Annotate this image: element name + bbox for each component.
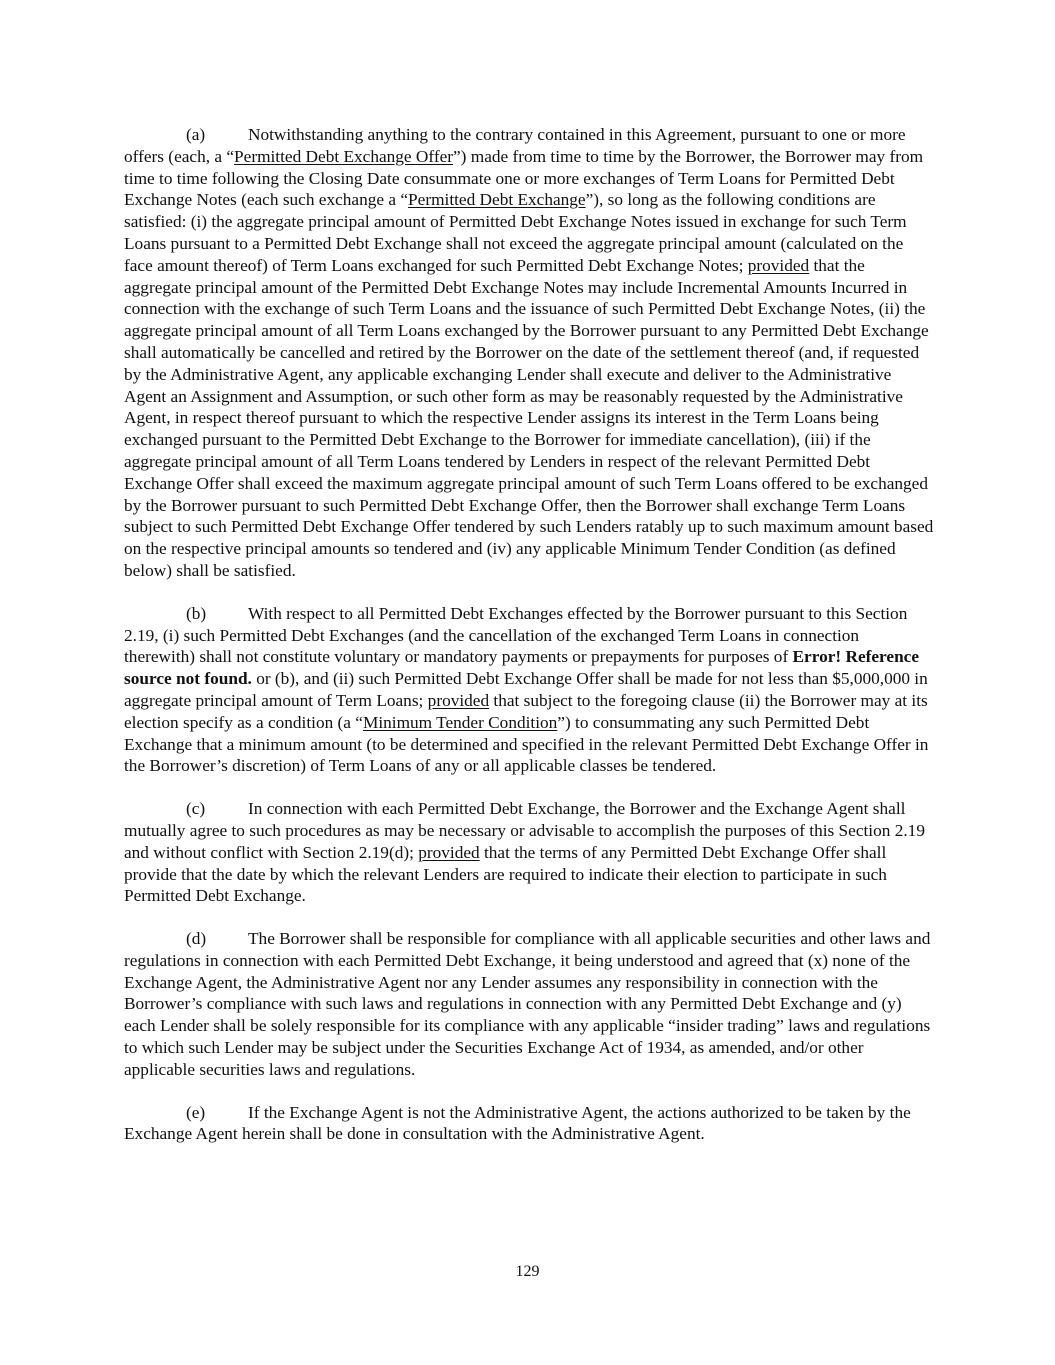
paragraph-text: ”), so long as the following conditions are satisfied: (i) the aggregate principal amount of Permitted Debt Exchange Notes issued in exchange for such Term Loans pursuant to a Permitted Debt Exchange shall not exceed the aggregate principal amount (calculated on the face amount thereof) of Term Loans exchanged for such Permitted Debt Exchange Notes;: [124, 190, 907, 275]
reference-error: Error! Reference source not found.: [124, 647, 920, 689]
paragraph-text: that subject to the foregoing clause (ii) the Borrower may at its election specify as a condition (a “: [124, 690, 928, 732]
proviso-term: provided: [418, 842, 480, 862]
paragraph-label: (a): [186, 125, 206, 144]
paragraph-text: In connection with each Permitted Debt Exchange, the Borrower and the Exchange Agent shall mutually agree to such procedures as may be necessary or advisable to accomplish the purposes of this Section 2.19 and without conflict with Section 2.19(d);: [124, 799, 925, 862]
paragraph-label: (d): [186, 929, 207, 949]
defined-term: Permitted Debt Exchange Offer: [234, 146, 454, 166]
paragraph-text: ”) to consummating any such Permitted Debt Exchange that a minimum amount (to be determined and specified in the relevant Permitted Debt Exchange Offer in the Borrower’s discretion) of Term Loans of any or all applicable classes be tendered.: [124, 712, 929, 776]
document-body: [124, 124, 934, 1166]
paragraph-a: [124, 124, 934, 582]
defined-term: Minimum Tender Condition: [362, 712, 558, 732]
page-number: 129: [515, 1263, 540, 1280]
paragraph-label: (c): [186, 799, 206, 819]
paragraph-text: ”) made from time to time by the Borrower, the Borrower may from time to time following the Closing Date consummate one or more exchanges of Term Loans for Permitted Debt Exchange Notes (each such exchange a “: [124, 146, 924, 210]
paragraph-e: [124, 1102, 934, 1146]
paragraph-text: that the aggregate principal amount of the Permitted Debt Exchange Notes may include Incremental Amounts Incurred in connection with the exchange of such Term Loans and the issuance of such Permitted Debt Exchange Notes, (ii) the aggregate principal amount of all Term Loans exchanged by the Borrower pursuant to any Permitted Debt Exchange shall automatically be cancelled and retired by the Borrower on the date of the settlement thereof (and, if requested by the Administrative Agent, any applicable exchanging Lender shall execute and deliver to the Administrative Agent an Assignment and Assumption, or such other form as may be reasonably requested by the Administrative Agent, in respect thereof pursuant to which the respective Lender assigns its interest in the Term Loans being exchanged pursuant to the Permitted Debt Exchange to the Borrower for immediate cancellation), (iii) if the aggregate principal amount of all Term Loans tendered by Lenders in respect of the relevant Permitted Debt Exchange Offer shall exceed the maximum aggregate principal amount of such Term Loans offered to be exchanged by the Borrower pursuant to such Permitted Debt Exchange Offer, then the Borrower shall exchange Term Loans subject to such Permitted Debt Exchange Offer tendered by such Lenders ratably up to such maximum amount based on the respective principal amounts so tendered and (iv) any applicable Minimum Tender Condition (as defined below) shall be satisfied.: [124, 255, 934, 580]
paragraph-text: With respect to all Permitted Debt Exchanges effected by the Borrower pursuant to this Section 2.19, (i) such Permitted Debt Exchanges (and the cancellation of the exchanged Term Loans in connection therewith) shall not constitute voluntary or mandatory payments or prepayments for purposes of: [124, 603, 908, 667]
paragraph-text: that the terms of any Permitted Debt Exchange Offer shall provide that the date by which the relevant Lenders are required to indicate their election to participate in such Permitted Debt Exchange.: [124, 842, 887, 906]
paragraph-d: [124, 928, 934, 1081]
paragraph-b: [124, 603, 934, 777]
paragraph-text: or (b), and (ii) such Permitted Debt Exchange Offer shall be made for not less than $5,000,000 in aggregate principal amount of Term Loans;: [124, 669, 928, 710]
proviso-term: provided: [427, 690, 490, 710]
paragraph-text: If the Exchange Agent is not the Administrative Agent, the actions authorized to be taken by the Exchange Agent herein shall be done in consultation with the Administrative Agent.: [124, 1102, 911, 1144]
defined-term: Permitted Debt Exchange: [408, 190, 586, 210]
paragraph-text: Notwithstanding anything to the contrary contained in this Agreement, pursuant to one or more offers (each, a “: [124, 125, 906, 166]
proviso-term: provided: [747, 255, 810, 275]
paragraph-label: (b): [186, 603, 207, 623]
paragraph-text: The Borrower shall be responsible for compliance with all applicable securities and other laws and regulations in connection with each Permitted Debt Exchange, it being understood and agreed that (x) none of the Exchange Agent, the Administrative Agent nor any Lender assumes any responsibility in connection with the Borrower’s compliance with such laws and regulations in connection with any Permitted Debt Exchange and (y) each Lender shall be solely responsible for its compliance with any applicable “insider trading” laws and regulations to which such Lender may be subject under the Securities Exchange Act of 1934, as amended, and/or other applicable securities laws and regulations.: [124, 929, 931, 1079]
paragraph-c: [124, 798, 934, 907]
paragraph-label: (e): [186, 1102, 206, 1122]
